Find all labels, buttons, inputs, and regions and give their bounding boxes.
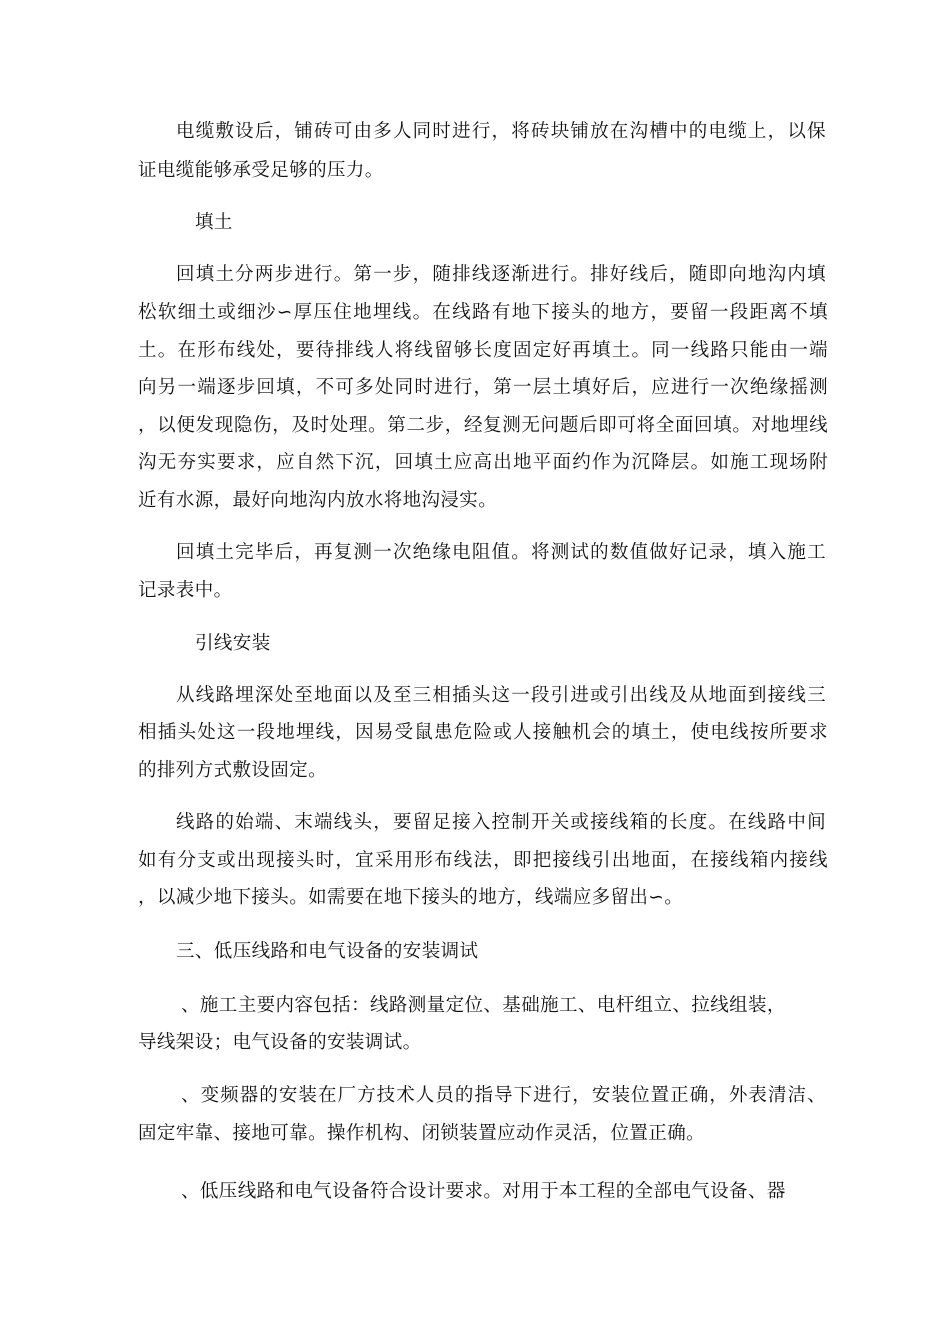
paragraph-line: 近有水源，最好向地沟内放水将地沟浸实。 xyxy=(138,490,498,511)
paragraph-line: 回填土完毕后，再复测一次绝缘电阻值。将测试的数值做好记录，填入施工 xyxy=(176,542,826,563)
paragraph-line: 如有分支或出现接头时，宜采用形布线法，即把接线引出地面，在接线箱内接线 xyxy=(138,850,828,871)
paragraph-line: 电缆敷设后，铺砖可由多人同时进行，将砖块铺放在沟槽中的电缆上，以保 xyxy=(176,121,826,142)
paragraph-line: 松软细土或细沙∽厚压住地埋线。在线路有地下接头的地方，要留一段距离不填 xyxy=(138,302,828,323)
section-heading-lead: 引线安装 xyxy=(195,633,271,654)
paragraph-line: 固定牢靠、接地可靠。操作机构、闭锁装置应动作灵活，位置正确。 xyxy=(138,1123,706,1144)
paragraph-line: 导线架设；电气设备的安装调试。 xyxy=(138,1032,422,1053)
paragraph-line: 从线路埋深处至地面以及至三相插头这一段引进或引出线及从地面到接线三 xyxy=(176,685,826,706)
section-heading-3: 三、低压线路和电气设备的安装调试 xyxy=(176,941,479,962)
paragraph-line: ，以便发现隐伤，及时处理。第二步，经复测无问题后即可将全面回填。对地埋线 xyxy=(138,415,828,436)
paragraph-line: ，以减少地下接头。如需要在地下接头的地方，线端应多留出∽。 xyxy=(138,887,684,908)
paragraph-line: 记录表中。 xyxy=(138,580,233,601)
paragraph-line: 回填土分两步进行。第一步，随排线逐渐进行。排好线后，随即向地沟内填 xyxy=(176,264,826,285)
paragraph-line: 、低压线路和电气设备符合设计要求。对用于本工程的全部电气设备、器 xyxy=(181,1181,786,1202)
paragraph-line: 、变频器的安装在厂方技术人员的指导下进行，安装位置正确，外表清洁、 xyxy=(181,1085,826,1106)
paragraph-line: 向另一端逐步回填，不可多处同时进行，第一层土填好后，应进行一次绝缘摇测 xyxy=(138,377,828,398)
paragraph-line: 的排列方式敷设固定。 xyxy=(138,760,328,781)
paragraph-line: 证电缆能够承受足够的压力。 xyxy=(138,160,384,181)
paragraph-line: 线路的始端、末端线头，要留足接入控制开关或接线箱的长度。在线路中间 xyxy=(176,812,826,833)
section-heading-fill: 填土 xyxy=(195,212,233,233)
paragraph-line: 沟无夯实要求，应自然下沉，回填土应高出地平面约作为沉降层。如施工现场附 xyxy=(138,452,828,473)
paragraph-line: 土。在形布线处，要待排线人将线留够长度固定好再填土。同一线路只能由一端 xyxy=(138,340,828,361)
paragraph-line: 、施工主要内容包括：线路测量定位、基础施工、电杆组立、拉线组装， xyxy=(181,995,786,1016)
paragraph-line: 相插头处这一段地埋线，因易受鼠患危险或人接触机会的填土，使电线按所要求 xyxy=(138,722,828,743)
